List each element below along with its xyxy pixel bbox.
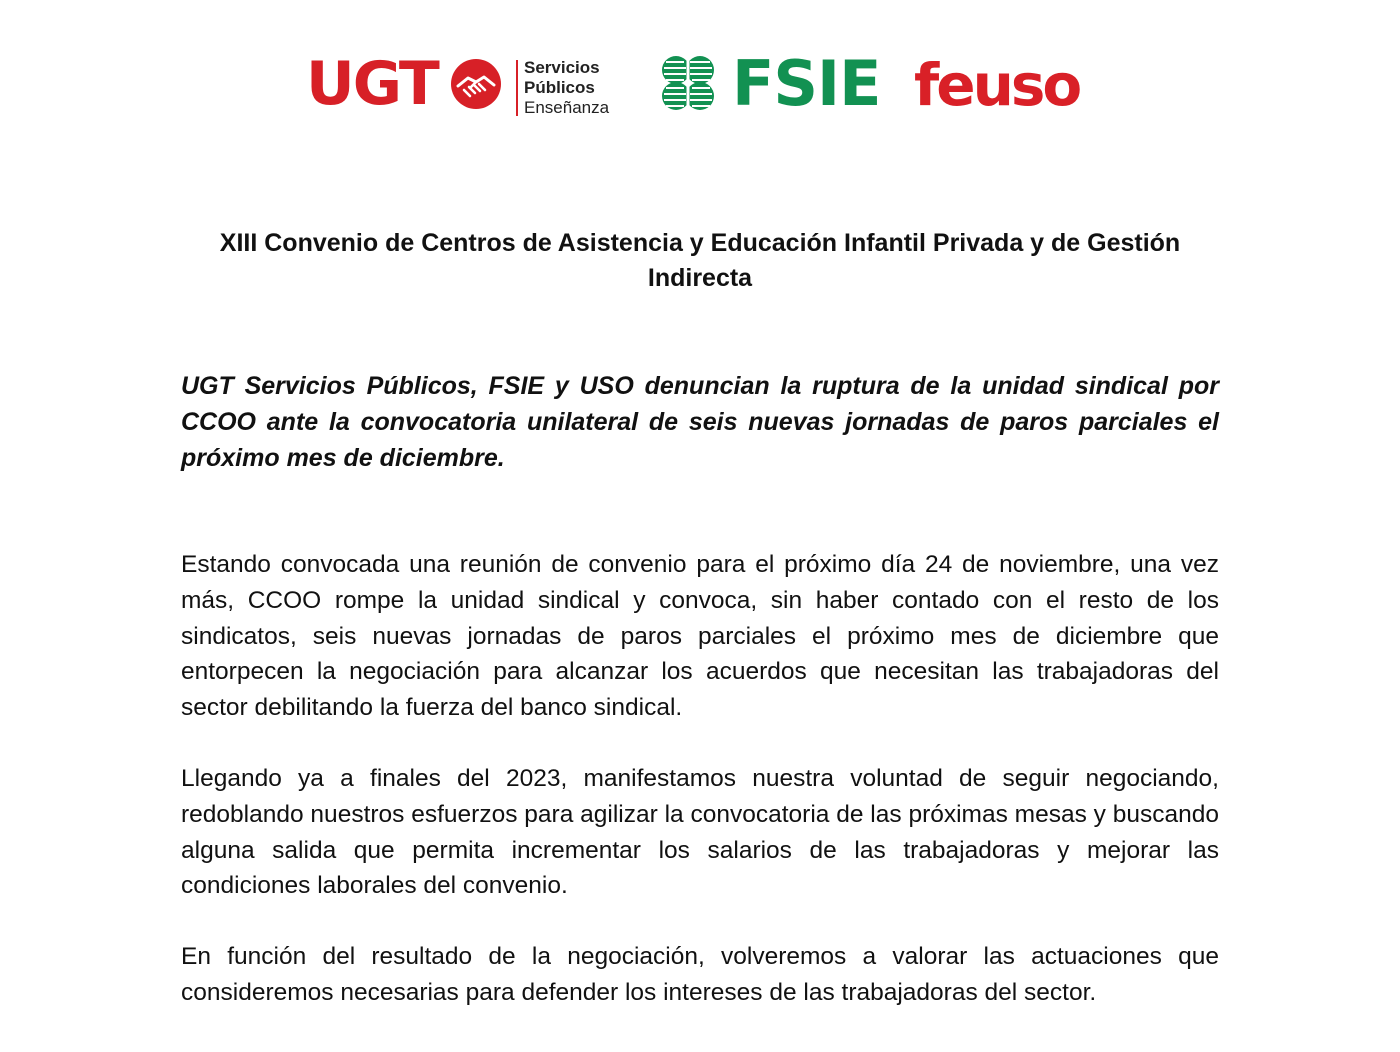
lead-paragraph: UGT Servicios Públicos, FSIE y USO denuncian la ruptura de la unidad sindical por CCOO ante la convocatoria unilateral de seis nuevas jornadas de paros parciales el próximo mes de diciembre. bbox=[181, 372, 1219, 472]
ugt-divider bbox=[516, 60, 518, 116]
body-paragraph-1: Estando convocada una reunión de convenio para el próximo día 24 de noviembre, una vez más, CCOO rompe la unidad sindical y convoca, sin haber contado con el resto de los sindicatos, seis nuevas jornadas de paros parciales el próximo mes de diciembre que entorpecen la negociación para alcanzar los acuerdos que necesitan las trabajadoras del sector debilitando la fuerza del banco sindical. bbox=[181, 551, 1219, 722]
ugt-sub-line-3: Enseñanza bbox=[524, 98, 610, 117]
page-title: XIII Convenio de Centros de Asistencia y Educación Infantil Privada y de Gestión Indirecta bbox=[219, 229, 1181, 292]
logo-bar bbox=[0, 47, 1400, 125]
fsie-logo bbox=[654, 47, 886, 120]
feuso-wordmark: feuso bbox=[914, 51, 1080, 119]
ugt-logo bbox=[306, 50, 622, 120]
ugt-subtitle bbox=[524, 58, 609, 118]
fsie-wordmark: FSIE bbox=[732, 47, 881, 120]
feuso-logo bbox=[914, 50, 1100, 122]
body-paragraph-3: En función del resultado de la negociación, volveremos a valorar las actuaciones que consideremos necesarias para defender los intereses de las trabajadoras del sector. bbox=[181, 943, 1219, 1006]
ugt-sub-line-1: Servicios bbox=[524, 58, 600, 77]
ugt-wordmark: UGT bbox=[306, 49, 438, 119]
clover-icon bbox=[654, 52, 722, 116]
handshake-icon bbox=[450, 58, 502, 110]
ugt-sub-line-2: Públicos bbox=[524, 78, 595, 97]
body-paragraph-2: Llegando ya a finales del 2023, manifestamos nuestra voluntad de seguir negociando, redoblando nuestros esfuerzos para agilizar la convocatoria de las próximas mesas y buscando alguna salida que permita incrementar los salarios de las trabajadoras y mejorar las condiciones laborales del convenio. bbox=[181, 765, 1219, 900]
